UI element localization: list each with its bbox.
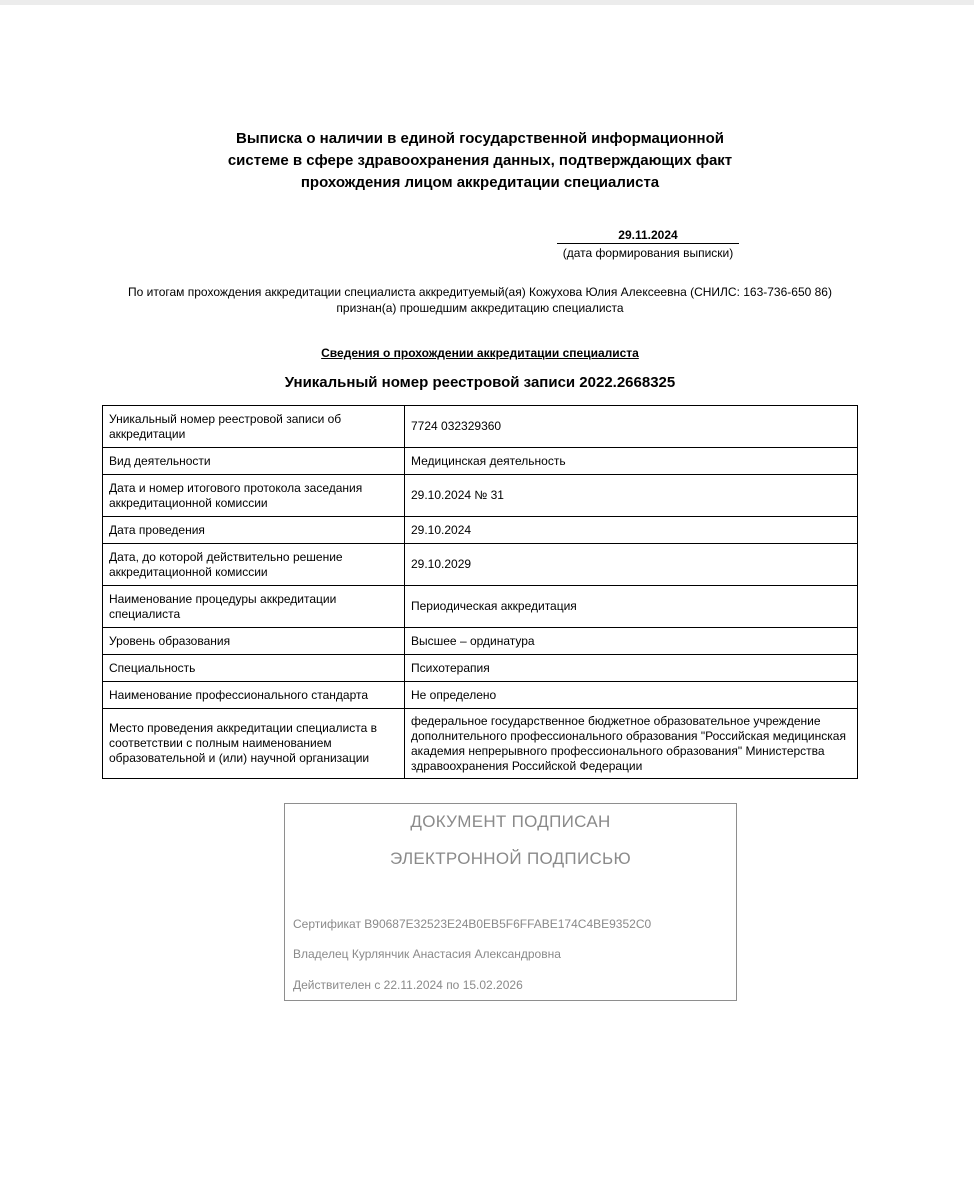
row-value: Психотерапия (405, 655, 858, 682)
row-value: Медицинская деятельность (405, 448, 858, 475)
electronic-signature-stamp (284, 803, 737, 1001)
row-label: Дата, до которой действительно решение аккредитационной комиссии (103, 544, 405, 586)
row-value: Не определено (405, 682, 858, 709)
signature-owner: Владелец Курлянчик Анастасия Александровна (293, 947, 561, 961)
document-title (200, 128, 760, 194)
table-row (103, 544, 858, 586)
row-value: 29.10.2024 (405, 517, 858, 544)
result-line-1: По итогам прохождения аккредитации специалиста аккредитуемый(ая) Кожухова Юлия Алексеевна (СНИЛС: 163-736-650 86) (128, 285, 832, 299)
accreditation-result (90, 284, 870, 316)
viewer-top-bar (0, 0, 974, 5)
title-line-1: Выписка о наличии в единой государственной информационной (236, 130, 724, 147)
row-value: федеральное государственное бюджетное образовательное учреждение дополнительного профессионального образования "Российская медицинская академия непрерывного профессионального образования" Министерства здравоохранения Российской Федерации (405, 709, 858, 779)
table-row (103, 709, 858, 779)
table-row (103, 628, 858, 655)
row-label: Уровень образования (103, 628, 405, 655)
issue-date-caption: (дата формирования выписки) (562, 246, 734, 260)
table-row (103, 517, 858, 544)
title-line-3: прохождения лицом аккредитации специалиста (300, 174, 660, 191)
row-value: 29.10.2024 № 31 (405, 475, 858, 517)
issue-date: 29.11.2024 (557, 227, 739, 244)
row-label: Место проведения аккредитации специалиста в соответствии с полным наименованием образовательной и (или) научной организации (103, 709, 405, 779)
title-line-2: системе в сфере здравоохранения данных, подтверждающих факт (227, 152, 733, 169)
registry-number-heading: Уникальный номер реестровой записи 2022.2668325 (284, 374, 676, 391)
accreditation-details-table (102, 405, 858, 779)
row-label: Уникальный номер реестровой записи об аккредитации (103, 406, 405, 448)
signature-certificate: Сертификат B90687E32523E24B0EB5F6FFABE174C4BE9352C0 (293, 917, 652, 931)
row-label: Дата проведения (103, 517, 405, 544)
row-label: Дата и номер итогового протокола заседания аккредитационной комиссии (103, 475, 405, 517)
row-value: Периодическая аккредитация (405, 586, 858, 628)
row-value: 7724 032329360 (405, 406, 858, 448)
issue-date-block (557, 227, 739, 261)
row-label: Наименование процедуры аккредитации специалиста (103, 586, 405, 628)
table-row (103, 655, 858, 682)
table-row (103, 406, 858, 448)
signature-validity: Действителен с 22.11.2024 по 15.02.2026 (293, 978, 523, 992)
row-label: Наименование профессионального стандарта (103, 682, 405, 709)
row-value: Высшее – ординатура (405, 628, 858, 655)
table-row (103, 448, 858, 475)
row-label: Специальность (103, 655, 405, 682)
row-value: 29.10.2029 (405, 544, 858, 586)
table-row (103, 475, 858, 517)
result-line-2: признан(а) прошедшим аккредитацию специалиста (336, 301, 624, 315)
signature-title-line-1: ДОКУМЕНТ ПОДПИСАН (410, 812, 611, 831)
signature-title-line-2: ЭЛЕКТРОННОЙ ПОДПИСЬЮ (390, 849, 631, 868)
row-label: Вид деятельности (103, 448, 405, 475)
table-row (103, 682, 858, 709)
section-heading: Сведения о прохождении аккредитации специалиста (321, 346, 639, 360)
table-row (103, 586, 858, 628)
